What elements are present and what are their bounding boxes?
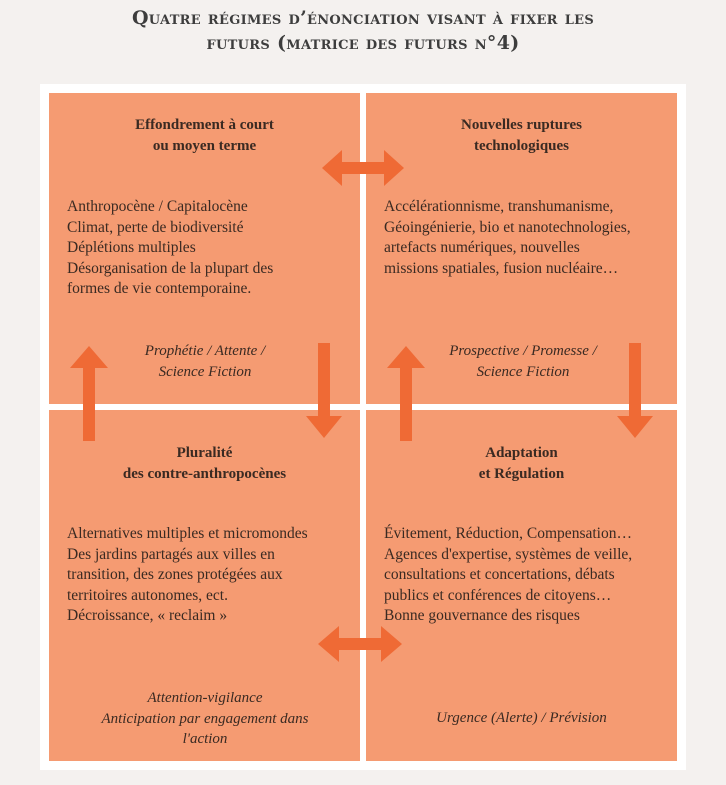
body-line: publics et conférences de citoyens… xyxy=(384,586,612,604)
body-line: Décroissance, « reclaim » xyxy=(67,607,228,624)
footer-line: Science Fiction xyxy=(476,363,570,380)
body-line: artefacts numériques, nouvelles xyxy=(384,239,580,256)
body-line: Alternatives multiples et micromondes xyxy=(67,525,308,542)
body-line: Géoingénierie, bio et nanotechnologies, xyxy=(384,218,631,236)
body-line: Déplétions multiples xyxy=(67,239,196,256)
footer-line: Prospective / Promesse / xyxy=(449,343,597,359)
body-line: formes de vie contemporaine. xyxy=(67,280,252,297)
quadrant-top-right-title xyxy=(366,115,677,156)
quadrant-top-right-footer xyxy=(408,341,638,382)
quadrant-bottom-left-footer xyxy=(60,688,350,750)
quadrant-bottom-right-body xyxy=(384,524,632,627)
quadrant-bottom-left-body xyxy=(67,524,308,627)
footer-line: Science Fiction xyxy=(158,363,252,380)
title-line: technologiques xyxy=(473,137,569,154)
body-line: missions spatiales, fusion nucléaire… xyxy=(384,259,619,277)
quadrant-bottom-right-title xyxy=(366,443,677,484)
footer-line: Prophétie / Attente / xyxy=(144,343,266,359)
quadrant-top-left-footer xyxy=(100,341,310,382)
quadrant-bottom-right-footer xyxy=(366,708,677,729)
title-line: Adaptation xyxy=(485,445,558,461)
title-line: Effondrement à court xyxy=(135,117,274,133)
footer-line: Anticipation par engagement dans xyxy=(101,710,309,727)
body-line: consultations et concertations, débats xyxy=(384,566,615,583)
body-line: Agences d'expertise, systèmes de veille, xyxy=(384,545,633,563)
body-line: transition, des zones protégées aux xyxy=(67,566,283,583)
body-line: Bonne gouvernance des risques xyxy=(384,607,580,624)
title-line: des contre-anthropocènes xyxy=(122,465,287,482)
body-line: Climat, perte de biodiversité xyxy=(67,218,244,236)
body-line: Désorganisation de la plupart des xyxy=(67,259,274,277)
quadrant-top-right-body xyxy=(384,197,631,279)
page-title-line-2: futurs (matrice des futurs n°4) xyxy=(206,32,520,54)
body-line: territoires autonomes, ect. xyxy=(67,586,228,604)
page-title-line-1: Quatre régimes d’énonciation visant à fixer les xyxy=(131,7,595,29)
footer-line: Urgence (Alerte) / Prévision xyxy=(436,710,607,726)
title-line: Pluralité xyxy=(176,445,233,461)
body-line: Anthropocène / Capitalocène xyxy=(67,198,248,215)
footer-line: Attention-vigilance xyxy=(147,690,263,706)
title-line: Nouvelles ruptures xyxy=(461,117,582,133)
quadrant-top-left-title xyxy=(49,115,360,156)
quadrant-top-left-body xyxy=(67,197,273,300)
title-line: et Régulation xyxy=(478,465,565,482)
body-line: Évitement, Réduction, Compensation… xyxy=(384,525,632,542)
footer-line: l'action xyxy=(182,731,228,747)
quadrant-bottom-left-title xyxy=(49,443,360,484)
body-line: Des jardins partagés aux villes en xyxy=(67,545,275,563)
title-line: ou moyen terme xyxy=(152,137,257,154)
body-line: Accélérationnisme, transhumanisme, xyxy=(384,198,614,215)
